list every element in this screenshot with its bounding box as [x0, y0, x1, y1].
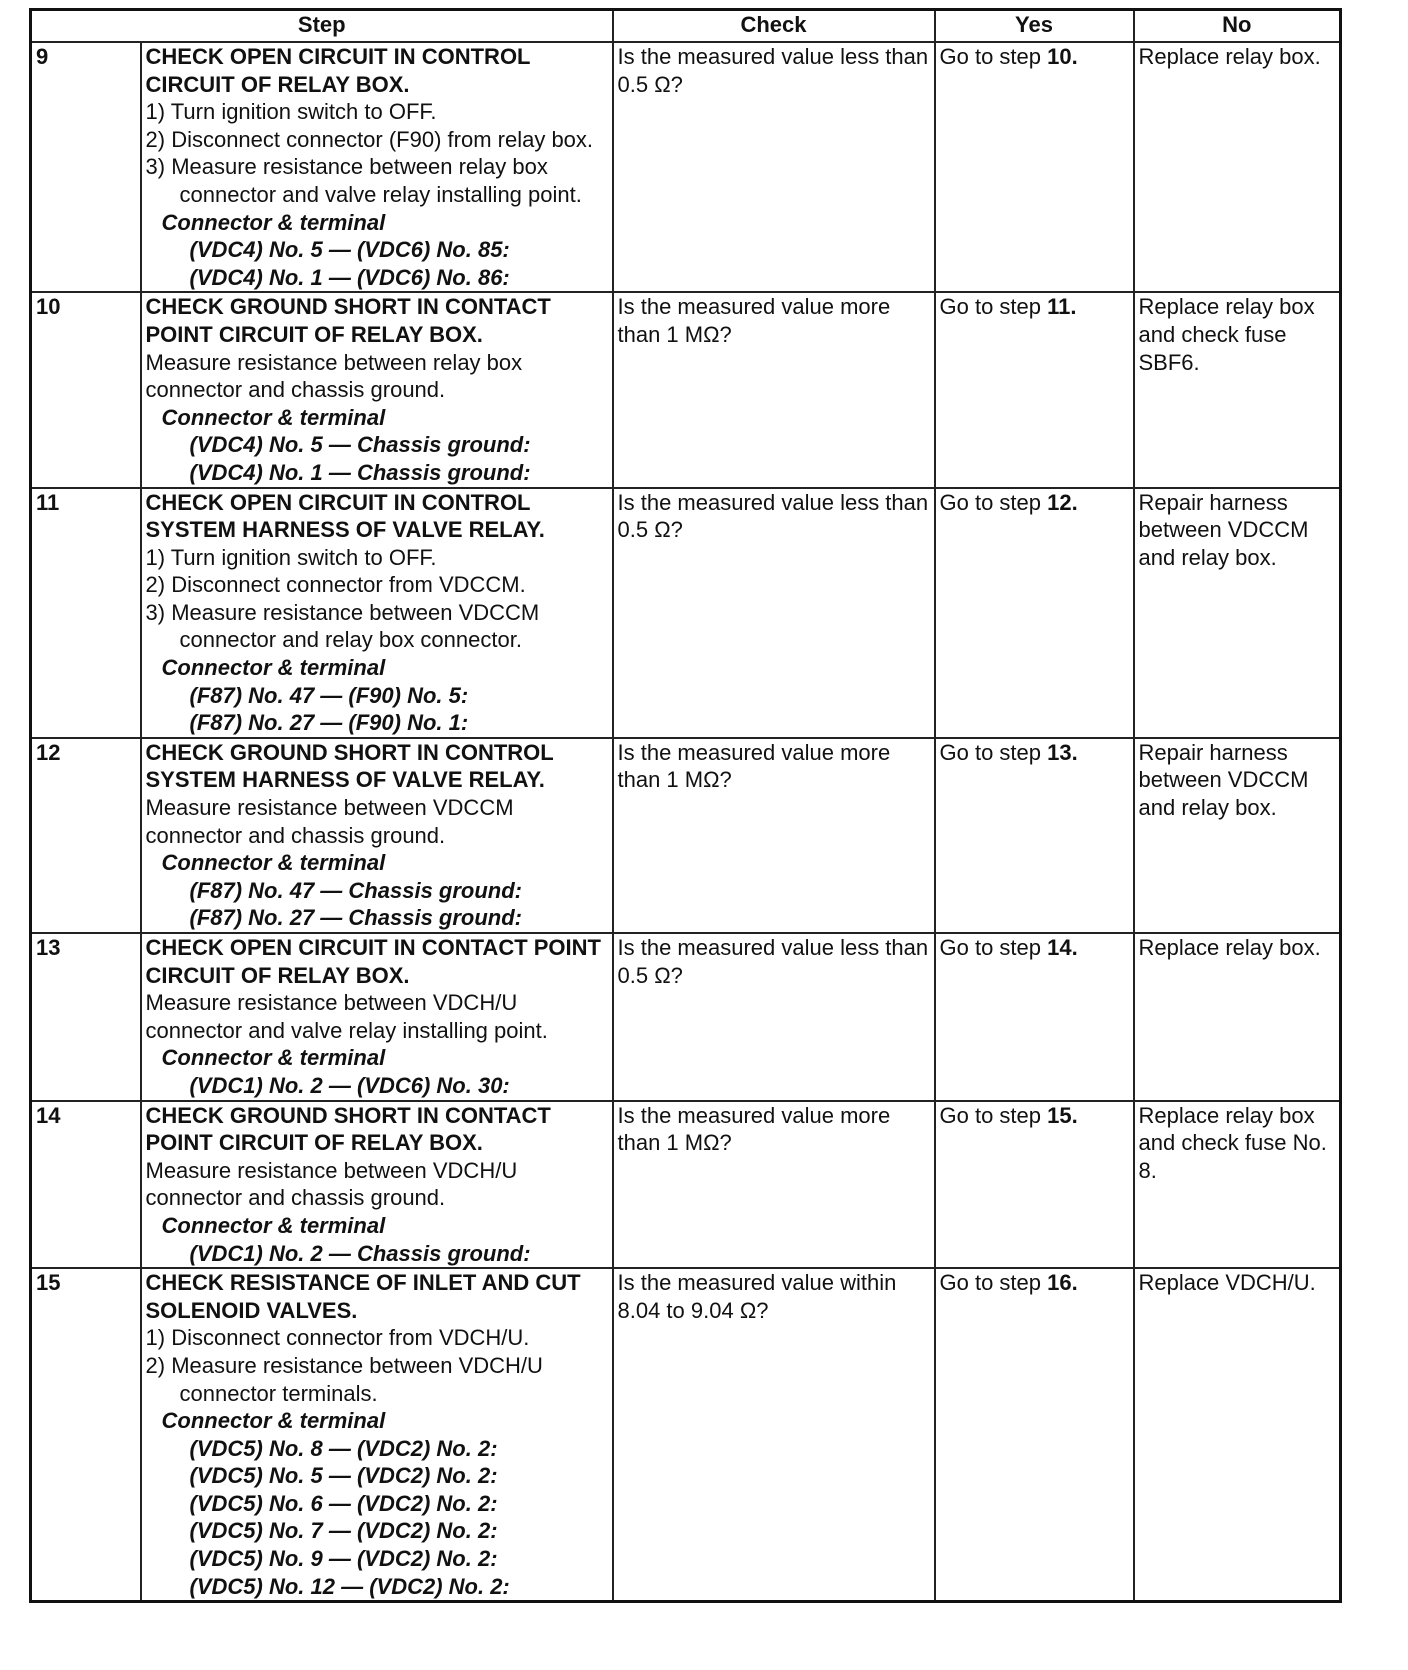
step-list-number: 1) [145, 1325, 166, 1351]
connector-terminal-label: Connector & terminal [161, 1045, 386, 1071]
check-question: Is the measured value more than 1 MΩ? [613, 1101, 935, 1269]
step-number: 10 [31, 292, 141, 487]
connector-terminal-label: Connector & terminal [161, 655, 386, 681]
no-action: Replace relay box and check fuse No. 8. [1134, 1101, 1341, 1269]
table-row [31, 292, 1341, 487]
step-cell [141, 738, 613, 933]
table-row [31, 1101, 1341, 1269]
step-list-text: Turn ignition switch to OFF. [170, 544, 437, 570]
yes-prefix: Go to step [939, 294, 1042, 320]
step-list [146, 98, 608, 208]
no-action: Replace relay box. [1134, 42, 1341, 292]
yes-step-ref: 11. [1047, 294, 1077, 320]
yes-prefix: Go to step [939, 1102, 1042, 1128]
no-action: Repair harness between VDCCM and relay box. [1134, 488, 1341, 738]
no-action: Replace relay box and check fuse SBF6. [1134, 292, 1341, 487]
table-row [31, 738, 1341, 933]
yes-action [935, 488, 1134, 738]
step-list-text: Disconnect connector from VDCCM. [171, 572, 526, 598]
step-list-text: Turn ignition switch to OFF. [170, 99, 437, 125]
connector-terminal-label: Connector & terminal [161, 209, 386, 235]
step-list-item [146, 98, 608, 126]
step-list-number: 1) [145, 544, 166, 570]
no-action: Replace relay box. [1134, 933, 1341, 1101]
yes-action [935, 738, 1134, 933]
diagnostic-procedure-table [29, 8, 1342, 1603]
step-cell [141, 1268, 613, 1602]
yes-step-ref: 10. [1047, 44, 1078, 69]
step-list-text: Disconnect connector (F90) from relay box. [171, 126, 594, 152]
step-number: 11 [31, 488, 141, 738]
yes-action [935, 42, 1134, 292]
yes-action [935, 933, 1134, 1101]
step-list-text: Measure resistance between VDCH/U connector terminals. [171, 1352, 543, 1406]
yes-prefix: Go to step [939, 935, 1042, 960]
step-cell [141, 292, 613, 487]
check-question: Is the measured value less than 0.5 Ω? [613, 42, 935, 292]
terminal-spec: (VDC5) No. 9 — (VDC2) No. 2: [189, 1546, 498, 1572]
step-list-number: 3) [145, 154, 166, 180]
terminal-spec: (VDC5) No. 5 — (VDC2) No. 2: [189, 1463, 498, 1489]
step-number: 14 [31, 1101, 141, 1269]
yes-step-ref: 14. [1047, 935, 1078, 960]
table-header-row [31, 10, 1341, 43]
step-list-text: Measure resistance between VDCCM connector and relay box connector. [171, 599, 540, 653]
step-instruction: Measure resistance between VDCH/U connector and chassis ground. [145, 1157, 518, 1211]
column-header-check: Check [613, 10, 935, 43]
table-row [31, 1268, 1341, 1602]
step-list-item [146, 126, 608, 154]
yes-step-ref: 12. [1047, 489, 1078, 515]
step-title: CHECK GROUND SHORT IN CONTACT POINT CIRCUIT OF RELAY BOX. [145, 1102, 551, 1156]
table-row [31, 488, 1341, 738]
terminal-spec: (F87) No. 47 — Chassis ground: [189, 877, 522, 903]
step-list-number: 2) [145, 572, 166, 598]
step-number: 12 [31, 738, 141, 933]
terminal-spec: (F87) No. 27 — (F90) No. 1: [189, 710, 469, 736]
terminal-spec: (VDC4) No. 1 — Chassis ground: [189, 459, 531, 485]
check-question: Is the measured value within 8.04 to 9.04 Ω? [613, 1268, 935, 1602]
table-row [31, 42, 1341, 292]
step-number: 9 [31, 42, 141, 292]
step-list-number: 2) [145, 126, 166, 152]
yes-action [935, 292, 1134, 487]
yes-step-ref: 16. [1047, 1270, 1078, 1296]
check-question: Is the measured value less than 0.5 Ω? [613, 488, 935, 738]
connector-terminal-label: Connector & terminal [161, 1408, 386, 1434]
terminal-spec: (VDC5) No. 8 — (VDC2) No. 2: [189, 1435, 498, 1461]
step-title: CHECK OPEN CIRCUIT IN CONTROL CIRCUIT OF RELAY BOX. [145, 44, 531, 97]
step-title: CHECK OPEN CIRCUIT IN CONTACT POINT CIRCUIT OF RELAY BOX. [145, 935, 601, 988]
step-title: CHECK RESISTANCE OF INLET AND CUT SOLENOID VALVES. [145, 1270, 581, 1323]
step-instruction: Measure resistance between VDCH/U connector and valve relay installing point. [145, 990, 548, 1043]
step-list-number: 1) [145, 99, 166, 125]
table-row [31, 933, 1341, 1101]
table-body [31, 42, 1341, 1602]
terminal-spec: (VDC5) No. 6 — (VDC2) No. 2: [189, 1490, 498, 1516]
step-title: CHECK OPEN CIRCUIT IN CONTROL SYSTEM HARNESS OF VALVE RELAY. [145, 489, 545, 543]
check-question: Is the measured value more than 1 MΩ? [613, 738, 935, 933]
step-instruction: Measure resistance between relay box connector and chassis ground. [145, 349, 523, 403]
step-list-number: 2) [145, 1352, 166, 1378]
step-number: 13 [31, 933, 141, 1101]
step-cell [141, 488, 613, 738]
step-list-item [146, 544, 608, 572]
connector-terminal-label: Connector & terminal [161, 1212, 386, 1238]
yes-step-ref: 13. [1047, 739, 1078, 765]
step-list-text: Disconnect connector from VDCH/U. [171, 1325, 530, 1351]
step-title: CHECK GROUND SHORT IN CONTROL SYSTEM HARNESS OF VALVE RELAY. [145, 739, 554, 793]
yes-prefix: Go to step [939, 1270, 1042, 1296]
yes-step-ref: 15. [1047, 1102, 1078, 1128]
terminal-spec: (VDC4) No. 1 — (VDC6) No. 86: [189, 264, 510, 290]
step-title: CHECK GROUND SHORT IN CONTACT POINT CIRCUIT OF RELAY BOX. [145, 294, 551, 347]
column-header-step: Step [31, 10, 613, 43]
step-list-item [146, 1324, 608, 1352]
step-list-item [146, 153, 608, 208]
terminal-spec: (VDC4) No. 5 — Chassis ground: [189, 432, 531, 458]
step-cell [141, 1101, 613, 1269]
step-cell [141, 933, 613, 1101]
terminal-spec: (VDC1) No. 2 — Chassis ground: [189, 1240, 531, 1266]
yes-prefix: Go to step [939, 44, 1042, 69]
terminal-spec: (F87) No. 47 — (F90) No. 5: [189, 682, 469, 708]
yes-action [935, 1268, 1134, 1602]
column-header-yes: Yes [935, 10, 1134, 43]
terminal-spec: (F87) No. 27 — Chassis ground: [189, 905, 522, 931]
step-list-item [146, 1352, 608, 1407]
step-list-item [146, 599, 608, 654]
terminal-spec: (VDC5) No. 12 — (VDC2) No. 2: [189, 1573, 510, 1599]
step-list-number: 3) [145, 599, 166, 625]
step-instruction: Measure resistance between VDCCM connector and chassis ground. [145, 795, 514, 848]
terminal-spec: (VDC1) No. 2 — (VDC6) No. 30: [189, 1072, 510, 1098]
no-action: Replace VDCH/U. [1134, 1268, 1341, 1602]
no-action: Repair harness between VDCCM and relay box. [1134, 738, 1341, 933]
step-list-item [146, 571, 608, 599]
yes-action [935, 1101, 1134, 1269]
check-question: Is the measured value more than 1 MΩ? [613, 292, 935, 487]
step-number: 15 [31, 1268, 141, 1602]
step-list-text: Measure resistance between relay box connector and valve relay installing point. [171, 154, 582, 207]
step-list [146, 1324, 608, 1407]
yes-prefix: Go to step [939, 489, 1042, 515]
step-list [146, 544, 608, 654]
yes-prefix: Go to step [939, 739, 1042, 765]
check-question: Is the measured value less than 0.5 Ω? [613, 933, 935, 1101]
connector-terminal-label: Connector & terminal [161, 850, 386, 876]
terminal-spec: (VDC5) No. 7 — (VDC2) No. 2: [189, 1518, 498, 1544]
step-cell [141, 42, 613, 292]
column-header-no: No [1134, 10, 1341, 43]
terminal-spec: (VDC4) No. 5 — (VDC6) No. 85: [189, 237, 510, 263]
connector-terminal-label: Connector & terminal [161, 404, 386, 430]
